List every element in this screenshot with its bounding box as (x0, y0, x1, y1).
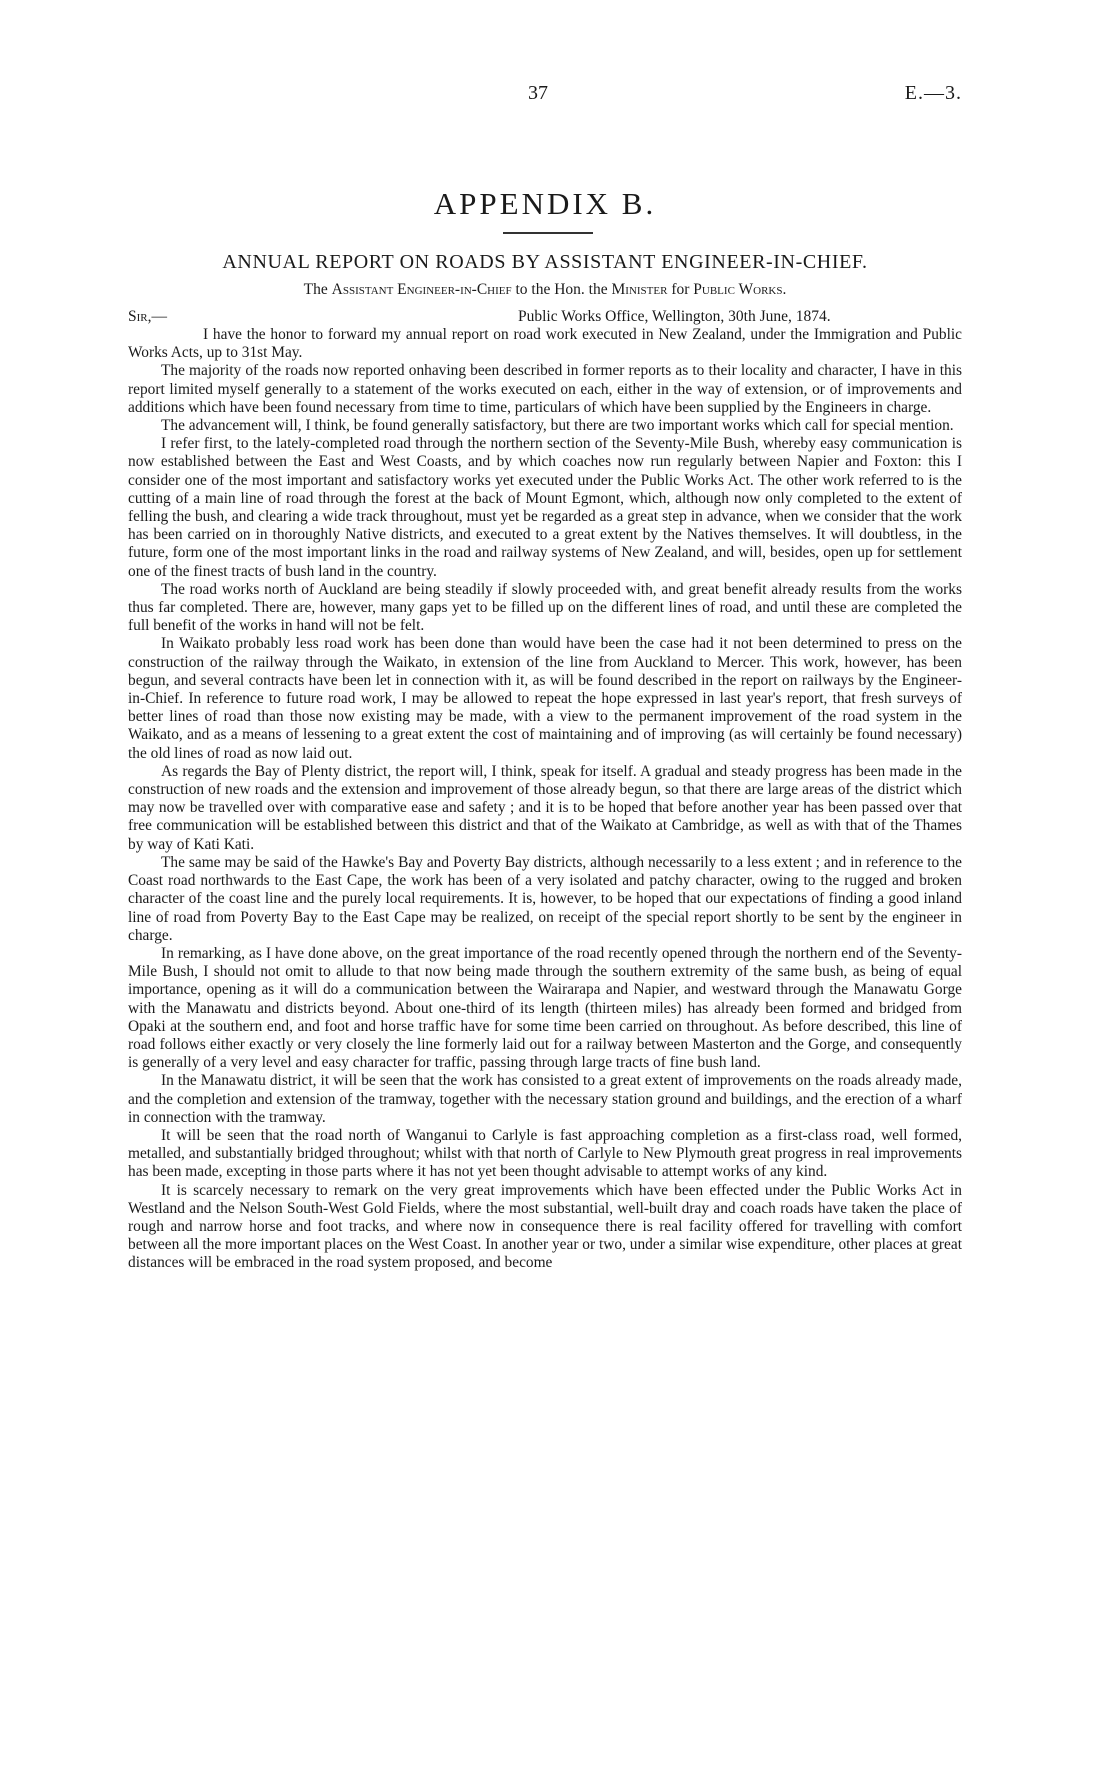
paragraph: In remarking, as I have done above, on the great importance of the road recently opened through the northern end of the Seventy-Mile Bush, I should not omit to allude to that now being made through the southern extremity of the same bush, as being of equal importance, opening as it will do a communication between the Wairarapa and Napier, and westward through the Manawatu Gorge with the Manawatu and districts beyond. About one-third of its length (thirteen miles) has already been formed and bridged from Opaki at the southern end, and foot and horse traffic have for some time been carried on throughout. As before described, this line of road follows either exactly or very closely the line formerly laid out for a railway between Masterton and the Gorge, and consequently is generally of a very level and easy character for traffic, passing through large tracts of fine bush land. (128, 944, 962, 1072)
paragraph: The majority of the roads now reported onhaving been described in former reports as to their locality and character, I have in this report limited myself generally to a statement of the works executed on each, either in the way of extension, or of improvements and additions which have been found necessary from time to time, particulars of which have been supplied by the Engineers in charge. (128, 362, 962, 416)
paragraph: I have the honor to forward my annual report on road work executed in New Zealand, under the Immigration and Public Works Acts, up to 31st May. (128, 326, 962, 362)
paragraph: It will be seen that the road north of Wanganui to Carlyle is fast approaching completion as a first-class road, well formed, metalled, and substantially bridged throughout; whilst with that north of Carlyle to New Plymouth great progress in real improvements has been made, excepting in those parts where it has not yet been thought advisable to attempt works of any kind. (128, 1126, 962, 1181)
address-line (128, 281, 962, 299)
paragraph: I refer first, to the lately-completed road through the northern section of the Seventy-Mile Bush, whereby easy communication is now established between the East and West Coasts, and by which coaches now run regularly between Napier and Foxton: this I consider one of the most important and satisfactory works yet executed under the Public Works Act. The other work referred to is the cutting of a main line of road through the forest at the back of Mount Egmont, which, although now only completed to the extent of felling the bush, and clearing a wide track throughout, must yet be regarded as a great step in advance, when we consider that the work has been carried on in thoroughly Native districts, and executed to a great extent by the Natives themselves. It will doubtless, in the future, form one of the most important links in the road and railway systems of New Zealand, and will, besides, open up for settlement one of the finest tracts of bush land in the country. (128, 435, 962, 580)
address-part: Public Works (693, 281, 783, 298)
report-title: ANNUAL REPORT ON ROADS BY ASSISTANT ENGINEER-IN-CHIEF. (222, 251, 868, 273)
report-body (128, 326, 962, 1273)
address-part: for (667, 281, 694, 298)
paragraph: As regards the Bay of Plenty district, the report will, I think, speak for itself. A gradual and steady progress has been made in the construction of new roads and the extension and improvement of those already begun, so that there are large areas of the district which may now be travelled over with comparative ease and safety ; and it is to be hoped that before another year has been passed over that free communication will be established between this district and that of the Waikato at Cambridge, as well as with that of the Thames by way of Kati Kati. (128, 762, 962, 853)
address-part: to the Hon. the (511, 281, 612, 298)
appendix-title: APPENDIX B. (433, 186, 657, 221)
address-part: Minister (611, 281, 668, 298)
salutation: Sir,— (128, 308, 167, 325)
title-divider (503, 232, 593, 234)
paragraph: It is scarcely necessary to remark on the very great improvements which have been effected under the Public Works Act in Westland and the Nelson South-West Gold Fields, where the most substantial, well-built dray and coach roads have taken the place of rough and narrow horse and foot tracks, and where now in consequence there is real facility offered for travelling with comfort between all the more important places on the West Coast. In another year or two, under a similar wise expenditure, other places at great distances will be embraced in the road system proposed, and become (128, 1181, 962, 1272)
document-page (128, 0, 962, 1766)
address-part: Assistant Engineer-in-Chief (331, 281, 512, 298)
paragraph: In Waikato probably less road work has been done than would have been the case had it not been determined to press on the construction of the railway through the Waikato, in extension of the line from Auckland to Mercer. This work, however, has been begun, and several contracts have been let in connection with it, as will be found described in the report on railways by the Engineer-in-Chief. In reference to future road work, I may be allowed to repeat the hope expressed in last year's report, that fresh surveys of better lines of road than those now existing may be made, with a view to the permanent improvement of the road system in the Waikato, and as a means of lessening to a great extent the cost of maintaining and of improving (as will certainly be found necessary) the old lines of road as now laid out. (128, 635, 962, 762)
dateline: Public Works Office, Wellington, 30th June, 1874. (518, 308, 831, 325)
page-header (128, 82, 962, 112)
paragraph: The advancement will, I think, be found generally satisfactory, but there are two important works which call for special mention. (161, 417, 954, 435)
paragraph: In the Manawatu district, it will be seen that the work has consisted to a great extent of improvements on the roads already made, and the completion and extension of the tramway, together with the necessary station ground and buildings, and the erection of a wharf in connection with the tramway. (128, 1072, 962, 1126)
page-number: 37 (528, 82, 548, 104)
address-part: The (303, 281, 332, 298)
document-code: E.—3. (904, 82, 962, 104)
paragraph: The road works north of Auckland are being steadily if slowly proceeded with, and great benefit already results from the works thus far completed. There are, however, many gaps yet to be filled up on the different lines of road, and until these are completed the full benefit of the works in hand will not be felt. (128, 580, 962, 635)
address-part: . (782, 281, 787, 298)
paragraph: The same may be said of the Hawke's Bay and Poverty Bay districts, although necessarily to a less extent ; and in reference to the Coast road northwards to the East Cape, the work has been of a very isolated and patchy character, owing to the rugged and broken character of the coast line and the purely local requirements. It is, however, to be hoped that our expectations of finding a good inland line of road from Poverty Bay to the East Cape may be realized, on receipt of the special report shortly to be sent by the engineer in charge. (128, 853, 962, 944)
